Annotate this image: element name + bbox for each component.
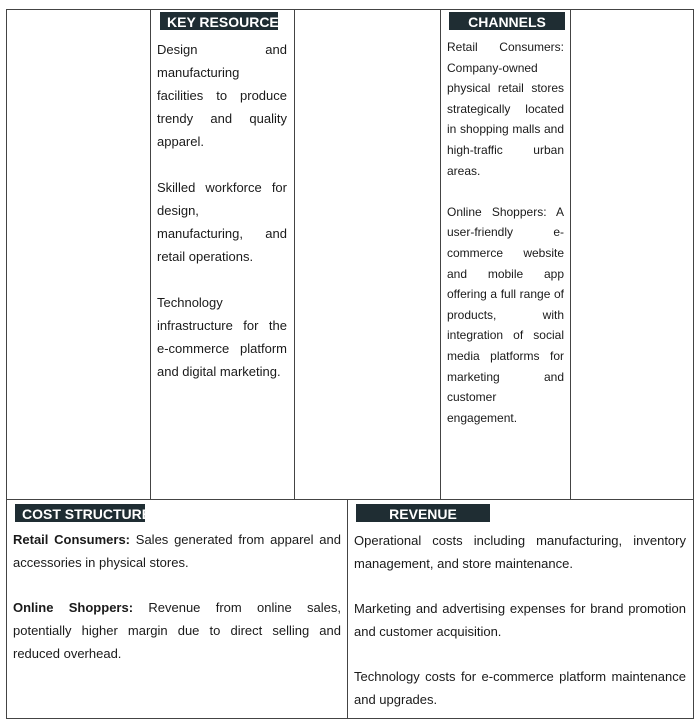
channels-header: CHANNELS [449,12,565,30]
revenue-text [354,530,686,712]
value-propositions-cell [294,9,441,500]
revenue-item: Marketing and advertising expenses for brand promotion and customer acquisition. [354,601,686,639]
cost-structure-item-label: Retail Consumers: [13,532,131,547]
cost-structure-text [13,529,341,665]
revenue-item: Operational costs including manufacturing, inventory management, and store maintenance. [354,533,686,571]
key-partners-cell [6,9,151,500]
cost-structure-item-text: Sales generated from apparel and accessories in physical stores. [13,532,341,570]
channels-item: Online Shoppers: A user-friendly e-commerce website and mobile app offering a full range of products, with integration of social media platforms for marketing and customer engagement. [447,204,564,425]
key-resources-text [157,38,287,383]
cost-structure-item [13,597,341,665]
channels-item: Retail Consumers: Company-owned physical retail stores strategically located in shopping malls and high-traffic urban areas. [447,40,564,178]
cost-structure-cell [6,499,348,719]
cost-structure-item [13,529,341,575]
revenue-cell [347,499,694,719]
key-resources-cell [150,9,295,500]
revenue-header: REVENUE [356,504,490,522]
cost-structure-header: COST STRUCTURE [15,504,145,522]
key-resources-item: Design and manufacturing facilities to produce trendy and quality apparel. [157,42,287,149]
key-resources-header: KEY RESOURCES [160,12,278,30]
key-resources-item: Technology infrastructure for the e-commerce platform and digital marketing. [157,295,287,379]
channels-text [447,37,564,428]
customer-segments-cell [570,9,694,500]
cost-structure-item-text: Revenue from online sales, potentially higher margin due to direct selling and reduced overhead. [13,600,341,661]
channels-cell [440,9,571,500]
key-resources-item: Skilled workforce for design, manufacturing, and retail operations. [157,180,287,264]
revenue-item: Technology costs for e-commerce platform maintenance and upgrades. [354,669,686,707]
cost-structure-item-label: Online Shoppers: [13,600,134,616]
